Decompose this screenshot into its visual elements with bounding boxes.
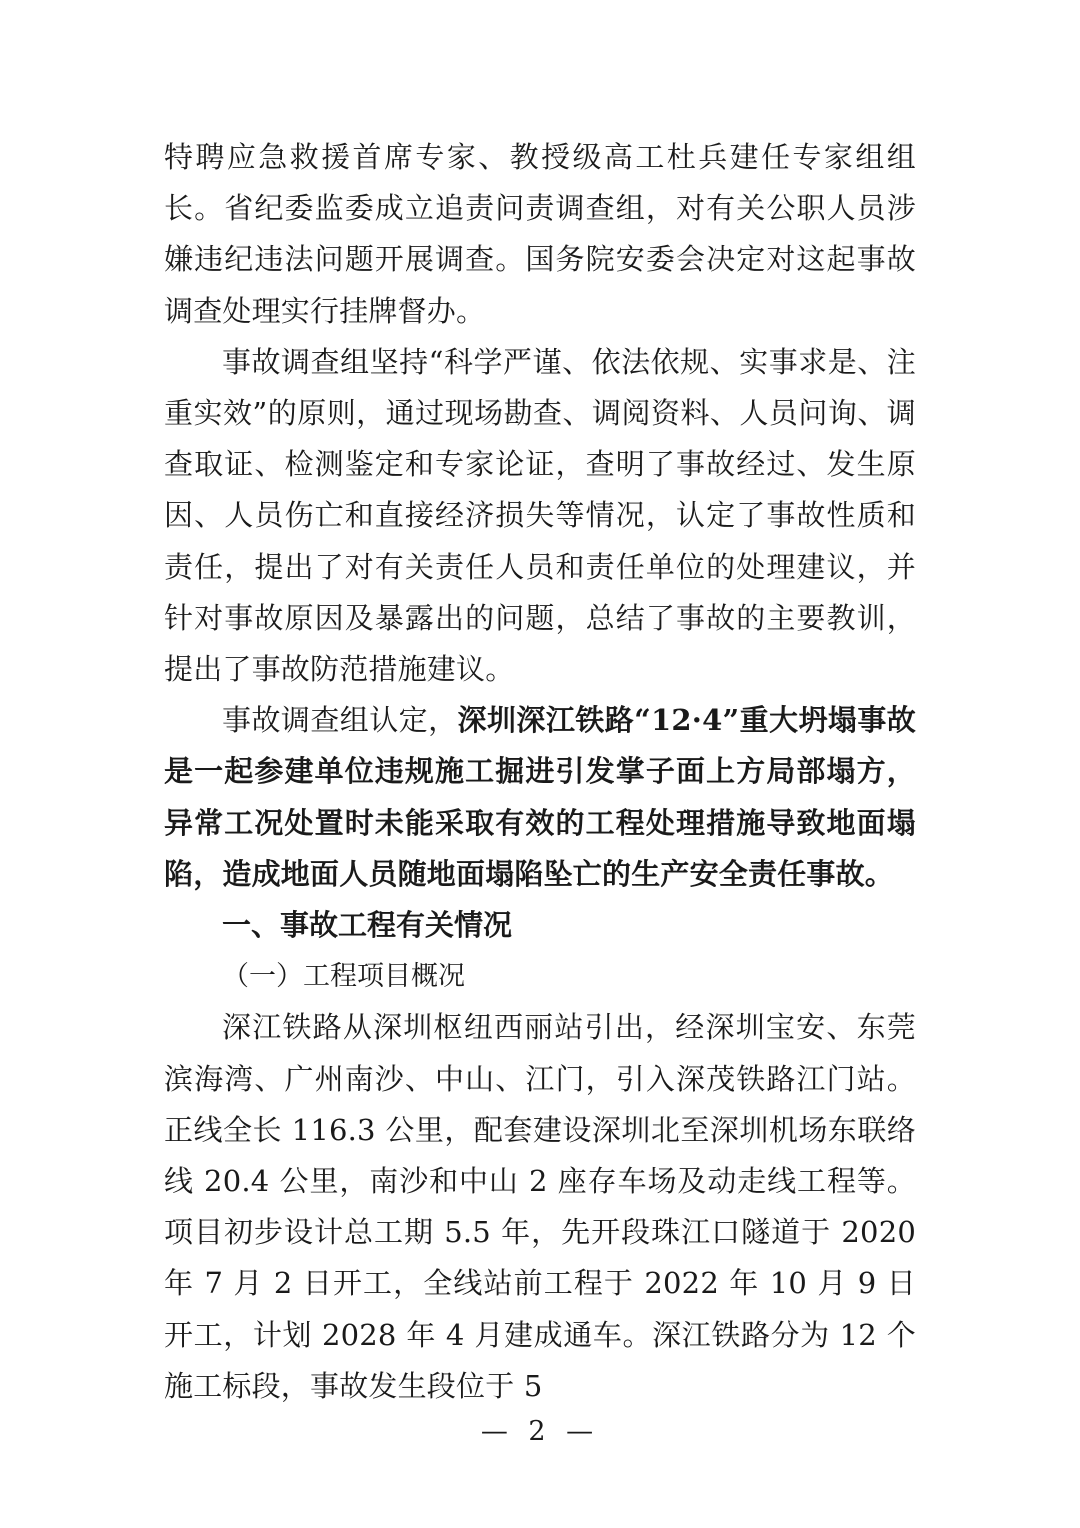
determination-bold-text: 深圳深江铁路“12·4”重大坍塌事故是一起参建单位违规施工掘进引发掌子面上方局部塌方，异常工况处置时未能采取有效的工程处理措施导致地面塌陷，造成地面人员随地面塌陷坠亡的生产安全责任事故。 xyxy=(164,703,917,891)
paragraph-investigation-principles: 事故调查组坚持“科学严谨、依法依规、实事求是、注重实效”的原则，通过现场勘查、调阅资料、人员问询、调查取证、检测鉴定和专家论证，查明了事故经过、发生原因、人员伤亡和直接经济损失等情况，认定了事故性质和责任，提出了对有关责任人员和责任单位的处理建议，并针对事故原因及暴露出的问题，总结了事故的主要教训，提出了事故防范措施建议。 xyxy=(164,344,916,687)
subsection-heading: （一）工程项目概况 xyxy=(222,961,465,993)
paragraph-accident-determination xyxy=(164,695,916,900)
document-body xyxy=(164,132,916,1412)
paragraph-project-overview: 深江铁路从深圳枢纽西丽站引出，经深圳宝安、东莞滨海湾、广州南沙、中山、江门，引入深茂铁路江门站。正线全长 116.3 公里，配套建设深圳北至深圳机场东联络线 20.4 公里，南沙和中山 2 座存车场及动走线工程等。项目初步设计总工期 5.5 年，先开段珠江口隧道于 2020 年 7 月 2 日开工，全线站前工程于 2022 年 10 月 9 日开工，计划 2028 年 4 月建成通车。深江铁路分为 12 个施工标段，事故发生段位于 5 xyxy=(164,1010,916,1403)
page-number: — 2 — xyxy=(480,1416,600,1447)
section-heading: 一、事故工程有关情况 xyxy=(222,908,513,943)
paragraph-continuation: 特聘应急救援首席专家、教授级高工杜兵建任专家组组长。省纪委监委成立追责问责调查组，对有关公职人员涉嫌违纪违法问题开展调查。国务院安委会决定对这起事故调查处理实行挂牌督办。 xyxy=(164,140,916,328)
determination-lead-text: 事故调查组认定， xyxy=(222,703,458,738)
